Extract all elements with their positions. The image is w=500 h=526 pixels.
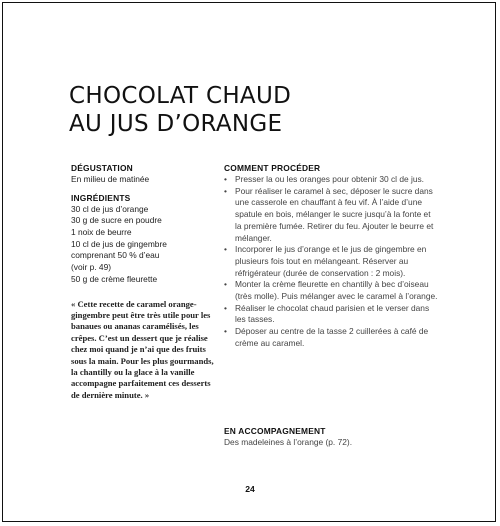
ingredients-heading: INGRÉDIENTS [71,192,131,203]
bullet-icon: • [224,302,227,313]
ingredients-section [71,193,221,286]
method-step-text: Incorporer le jus d’orange et le jus de gingembre en plusieurs fois tout en mélangeant. Réserver au réfrigérateur (durée de conservation : 2 mois). [235,244,427,278]
bullet-icon: • [224,174,227,184]
ingredient-item: 50 g de crème fleurette [71,273,158,284]
page-number: 24 [245,484,255,494]
bullet-icon: • [224,326,227,337]
method-step [224,279,439,302]
method-step-text: Monter la crème fleurette en chantilly à bec d’oiseau (très molle). Puis mélanger avec le caramel à l’orange. [235,279,438,302]
ingredient-item: 30 cl de jus d’orange [71,203,149,214]
recipe-title-line-2: AU JUS D’ORANGE [69,111,283,137]
method-step [224,303,439,326]
tasting-section [71,163,221,186]
bullet-icon: • [224,279,227,290]
ingredient-item: comprenant 50 % d’eau [71,250,160,261]
ingredient-item: 30 g de sucre en poudre [71,215,162,226]
ingredient-item: (voir p. 49) [71,262,112,273]
method-step-text: Réaliser le chocolat chaud parisien et le verser dans les tasses. [235,302,430,325]
method-step-text: Presser la ou les oranges pour obtenir 30 cl de jus. [235,174,425,184]
chef-quote: « Cette recette de caramel orange-gingembre peut être très utile pour les banaues ou ananas caramélisés, les crêpes. C’est un dessert que je réalise chez moi quand je n’ai que des fruits sous la main. Pour les plus gourmands, la chantilly ou la glace à la vanille accompagne parfaitement ces desserts de dernière minute. » [71,298,214,400]
recipe-title [69,82,291,138]
method-step [224,186,439,245]
accompaniment-text: Des madeleines à l’orange (p. 72). [224,437,353,447]
recipe-title-line-1: CHOCOLAT CHAUD [69,83,292,109]
method-steps [224,174,439,350]
ingredients-list [71,204,221,286]
method-step-text: Pour réaliser le caramel à sec, déposer le sucre dans une casserole en chauffant à feu vif. À l’aide d’une spatule en bois, mélanger le sucre jusqu’à la fonte et la première fumée. Retirer du feu. Ajouter le beurre et mélanger. [235,185,434,243]
method-step-text: Déposer au centre de la tasse 2 cuillerées à café de crème au caramel. [235,326,429,348]
method-step [224,244,439,279]
tasting-text: En milieu de matinée [71,174,150,184]
method-step [224,174,439,186]
method-step [224,326,439,349]
accompaniment-section [224,426,439,449]
accompaniment-heading: EN ACCOMPAGNEMENT [224,426,326,436]
tasting-heading: DÉGUSTATION [71,163,133,173]
left-column [71,163,221,410]
bullet-icon: • [224,244,227,255]
right-column [224,163,439,350]
ingredient-item: 10 cl de jus de gingembre [71,238,167,249]
ingredient-item: 1 noix de beurre [71,227,132,237]
method-section [224,163,439,350]
method-heading: COMMENT PROCÉDER [224,163,321,173]
bullet-icon: • [224,185,227,196]
